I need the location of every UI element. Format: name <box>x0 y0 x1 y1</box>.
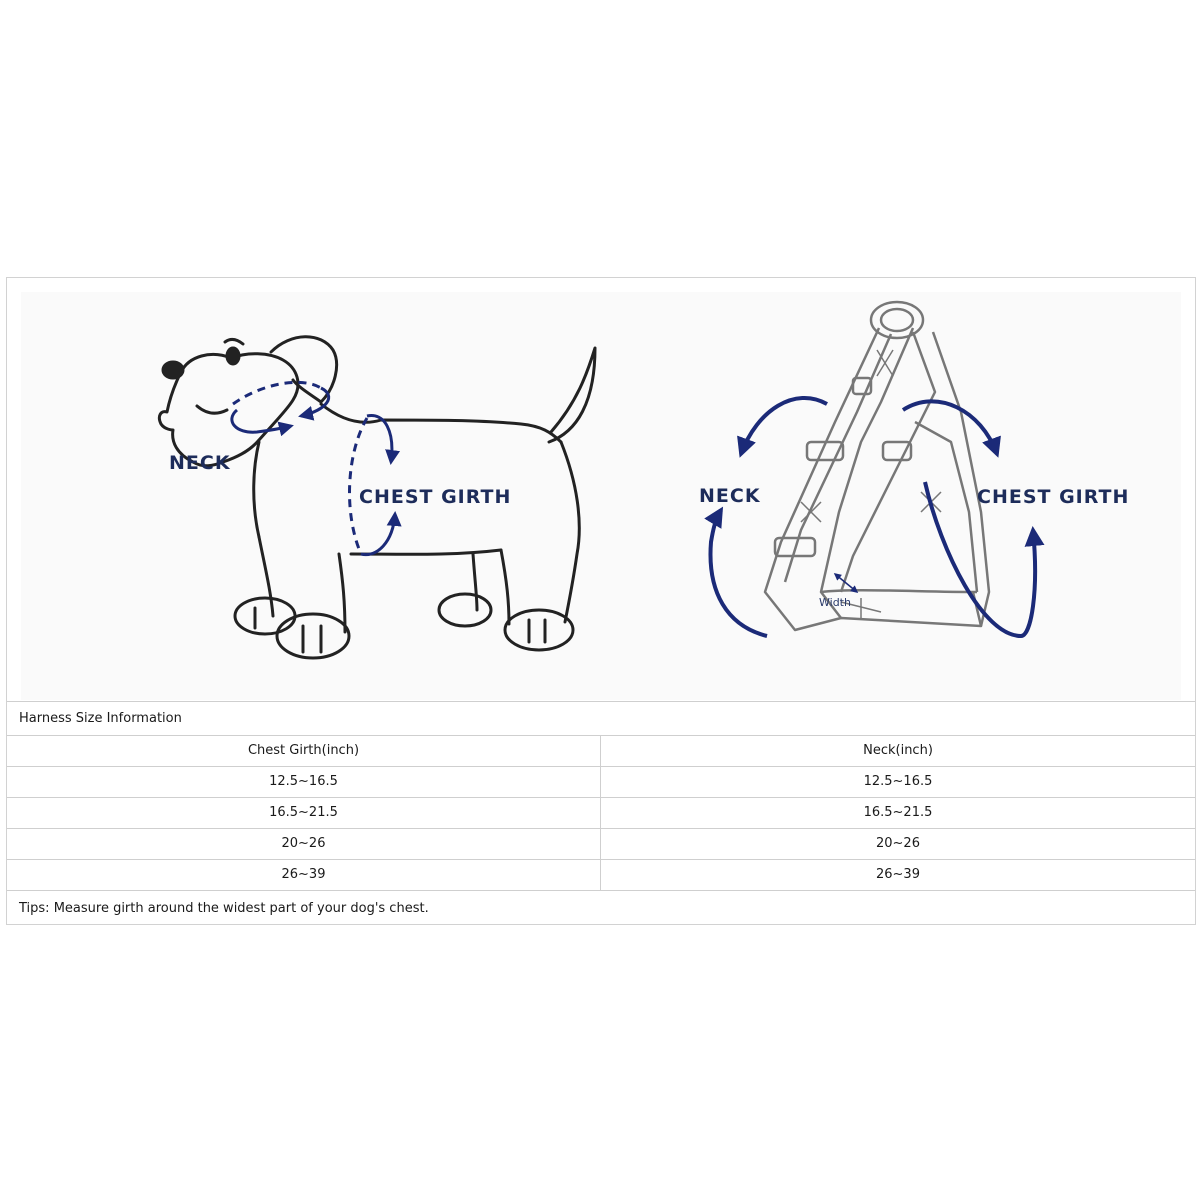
chest-girth-cell: 26~39 <box>7 860 601 890</box>
table-row <box>7 767 1195 798</box>
chest-girth-cell: 16.5~21.5 <box>7 798 601 828</box>
header-chest-girth: Chest Girth(inch) <box>7 736 601 766</box>
size-guide-card <box>6 277 1196 925</box>
neck-cell: 26~39 <box>876 867 920 882</box>
size-table-title: Harness Size Information <box>7 701 1195 736</box>
dog-chest-girth-label: CHEST GIRTH <box>359 486 512 508</box>
neck-cell: 20~26 <box>876 836 920 851</box>
harness-chest-girth-label: CHEST GIRTH <box>977 486 1130 508</box>
table-row <box>7 829 1195 860</box>
measurement-tip: Tips: Measure girth around the widest part of your dog's chest. <box>19 901 429 916</box>
harness-drawing <box>765 302 989 630</box>
table-row <box>7 798 1195 829</box>
size-table <box>7 701 1195 927</box>
harness-width-label: Width <box>819 596 851 609</box>
harness-neck-arrows <box>710 398 827 636</box>
table-row <box>7 860 1195 891</box>
dog-neck-label: NECK <box>169 452 231 474</box>
chest-girth-cell: 20~26 <box>7 829 601 859</box>
neck-cell: 16.5~21.5 <box>863 805 933 820</box>
measurement-illustration <box>21 292 1181 700</box>
harness-neck-label: NECK <box>699 485 761 507</box>
dog-neck-arrow <box>232 382 329 432</box>
size-table-header <box>7 736 1195 767</box>
neck-cell: 12.5~16.5 <box>863 774 933 789</box>
chest-girth-cell: 12.5~16.5 <box>7 767 601 797</box>
header-neck: Neck(inch) <box>863 743 933 758</box>
